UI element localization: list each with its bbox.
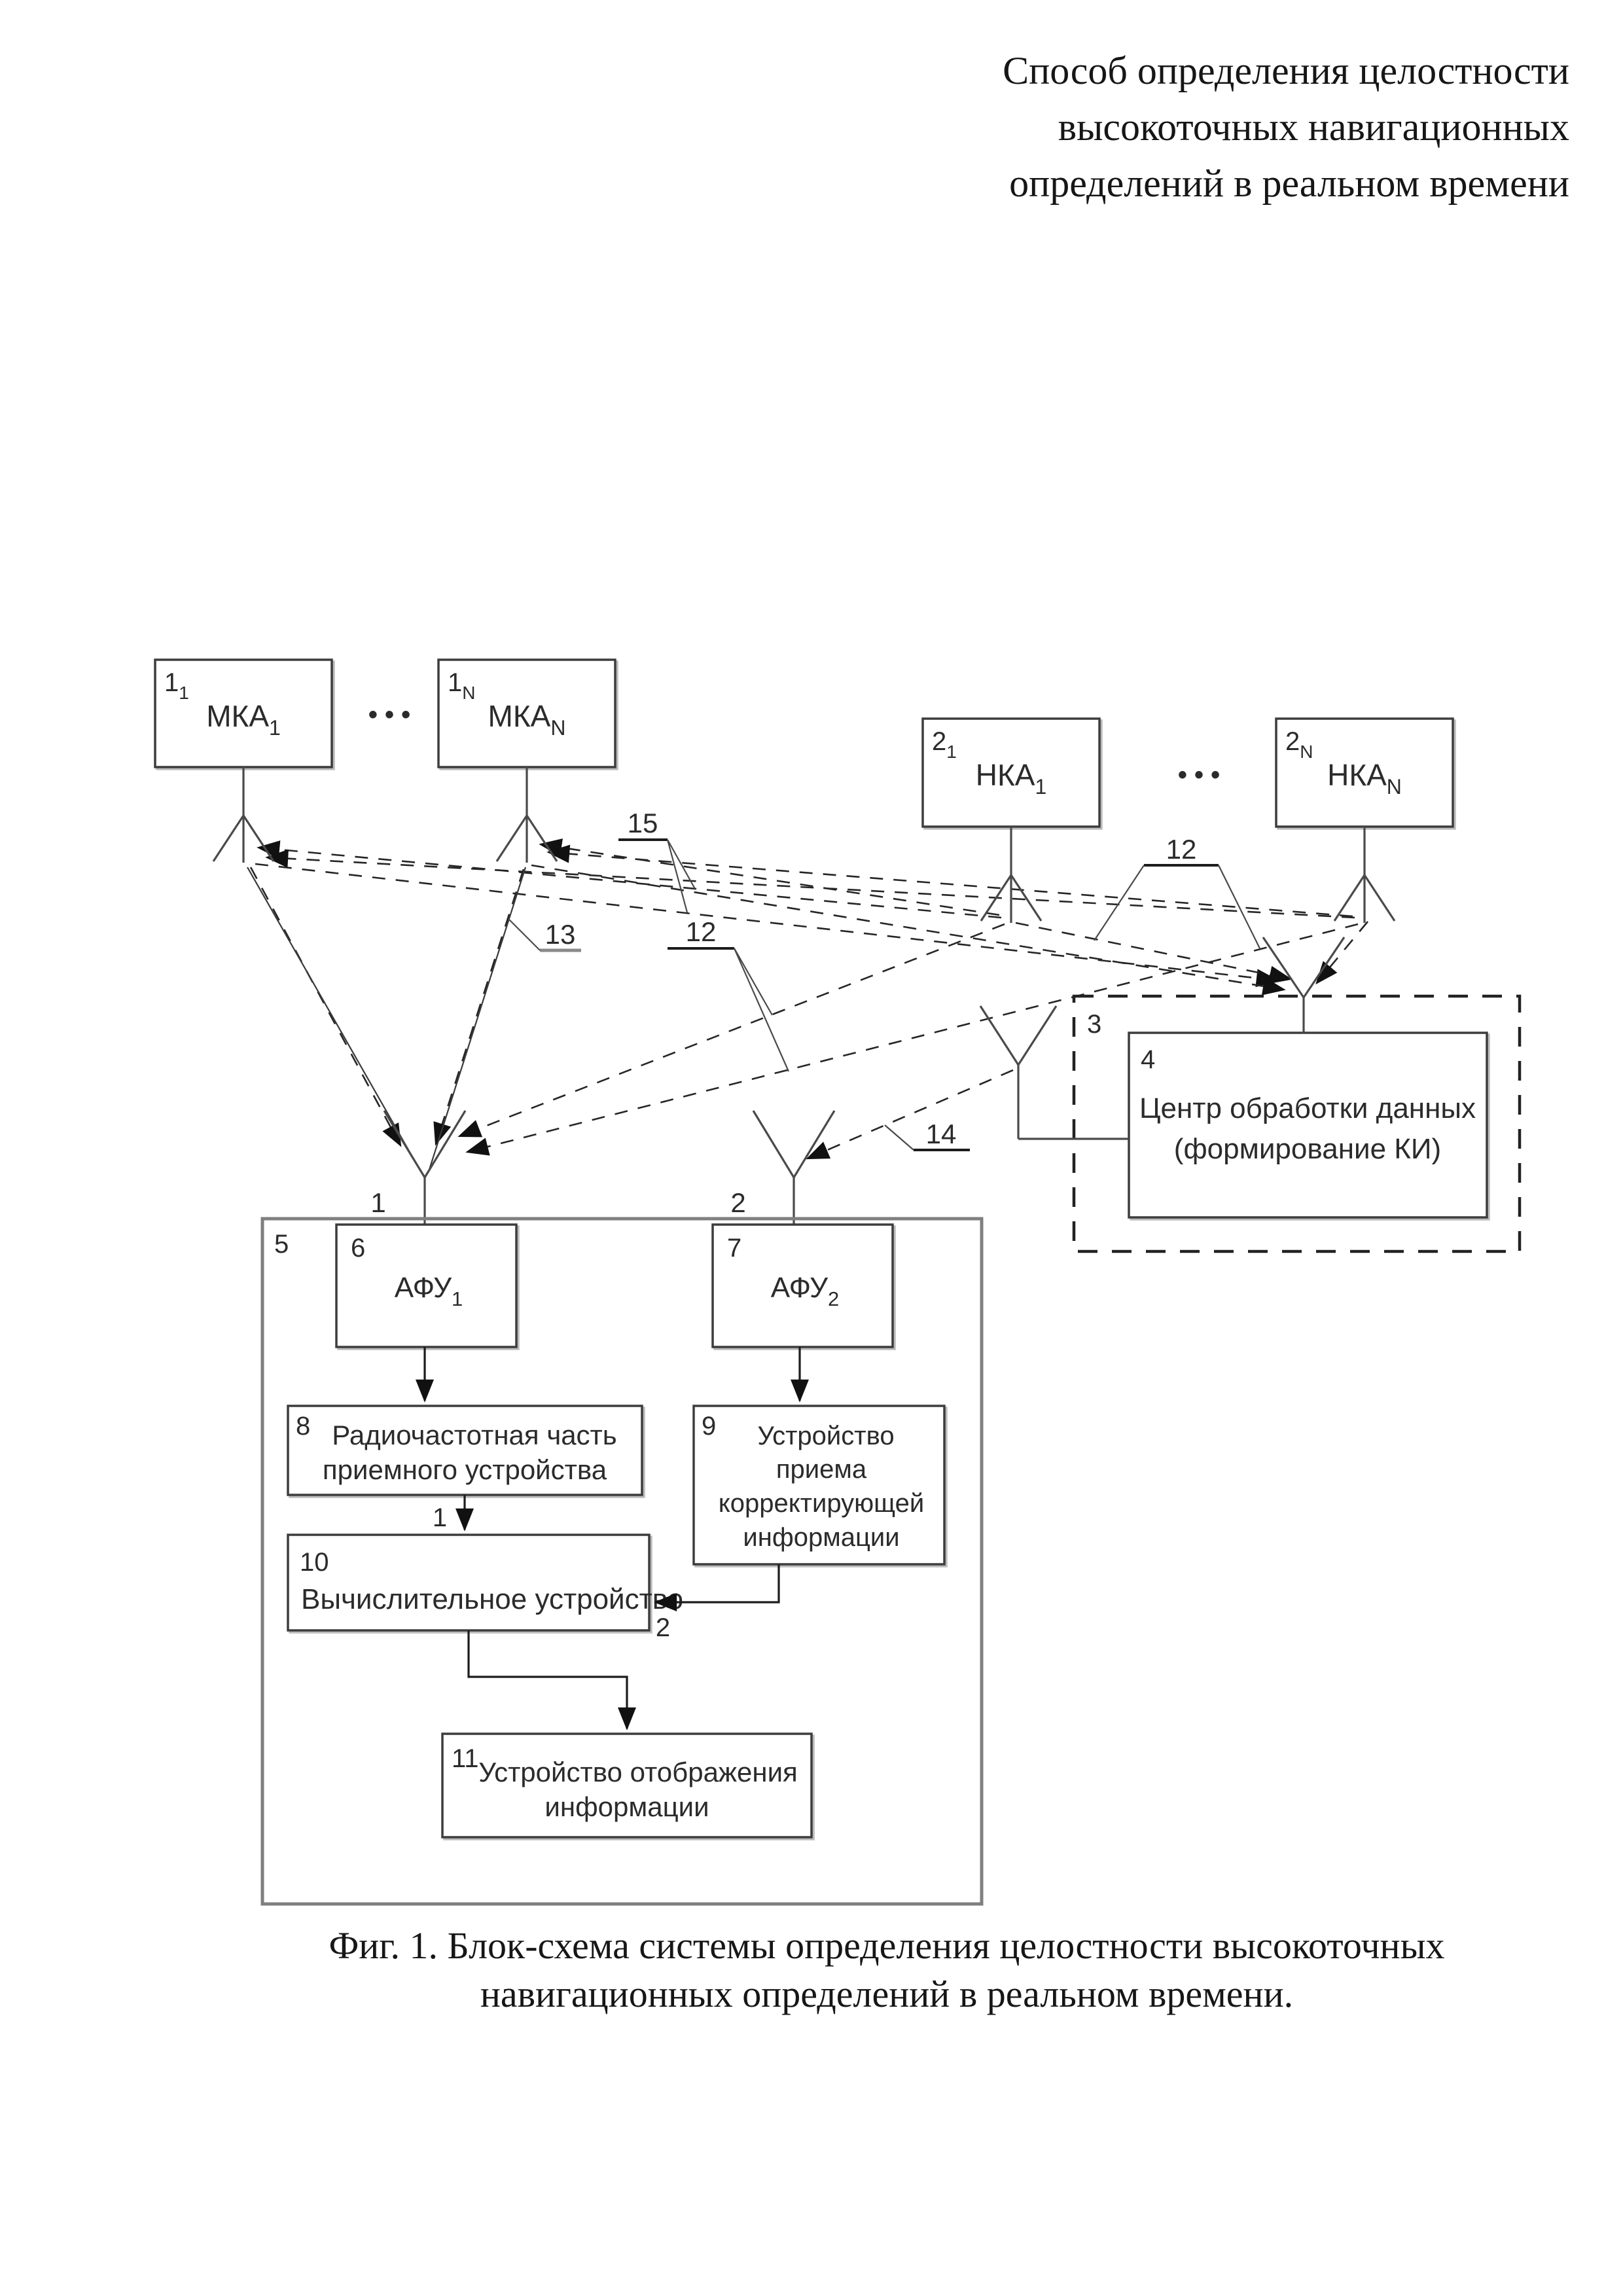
corr-receiver-line3: корректирующей (718, 1489, 925, 1518)
label-13: 13 (544, 919, 576, 950)
afu1-ref: 6 (351, 1234, 366, 1263)
signal-nkaN-to-center (1317, 922, 1368, 983)
display-line1: Устройство отображения (478, 1757, 798, 1787)
range-line-mka1-receiver1 (247, 867, 421, 1172)
corr-receiver-line1: Устройство (757, 1422, 895, 1450)
label-12-left: 12 (685, 916, 717, 947)
arrow-rf-to-computer-label: 1 (432, 1503, 448, 1532)
page-title (1003, 49, 1569, 205)
center-label-line2: (формирование КИ) (1173, 1133, 1442, 1165)
nka1-antenna-icon (981, 827, 1041, 923)
block-mkaN (438, 660, 615, 767)
mka1-ref: $1_1$ (164, 668, 189, 703)
block-rf-part (288, 1406, 642, 1495)
signal-mkaN-to-receiver1 (436, 869, 524, 1144)
rf-part-ref: 8 (296, 1412, 311, 1441)
arrow-computer-to-display (469, 1630, 627, 1729)
signal-nka1-to-center (1016, 923, 1291, 979)
nkaN-antenna-icon (1334, 827, 1395, 923)
afu2-label: $АФУ_2$ (770, 1272, 840, 1310)
nkaN-label: $НКА_N$ (1327, 758, 1402, 798)
block-processing-center (980, 937, 1520, 1251)
corr-receiver-line2: приема (776, 1455, 867, 1484)
afu2-ref: 7 (727, 1234, 742, 1263)
range-line-mkaN-receiver1 (429, 867, 526, 1172)
rf-part-line1: Радиочастотная часть (332, 1420, 617, 1450)
block-mka1 (155, 660, 332, 767)
callout-15 (618, 808, 695, 912)
block-nkaN (1276, 719, 1453, 827)
center-label-line1: Центр обработки данных (1139, 1092, 1476, 1124)
nka1-ref: $2_1$ (932, 727, 957, 762)
block-nka1 (923, 719, 1099, 827)
label-14: 14 (925, 1119, 957, 1149)
computer-ref: 10 (300, 1548, 329, 1577)
signal-nka1-to-receiver1 (459, 924, 1005, 1136)
mkaN-label: $МКА_N$ (488, 699, 566, 740)
nkaN-ref: $2_N$ (1285, 727, 1313, 762)
nka-ellipsis: • • • (1177, 761, 1221, 789)
title-line-2: высокоточных навигационных (1058, 105, 1569, 149)
block-display (442, 1734, 812, 1837)
callout-13 (508, 919, 581, 950)
label-12-right: 12 (1166, 834, 1197, 865)
label-15: 15 (627, 808, 658, 838)
corr-receiver-line4: информации (743, 1523, 900, 1552)
computer-label: Вычислительное устройство (301, 1583, 684, 1615)
display-ref: 11 (452, 1744, 479, 1773)
callout-12-right (1094, 834, 1260, 948)
display-line2: информации (544, 1791, 709, 1822)
block-afu2 (713, 1225, 893, 1347)
computer-box (288, 1535, 649, 1630)
receiver-unit-ref: 5 (274, 1230, 289, 1259)
block-computer (288, 1535, 683, 1630)
caption-line-1: Фиг. 1. Блок-схема системы определения целостности высокоточных (329, 1924, 1445, 1967)
callout-14 (885, 1119, 970, 1150)
title-line-1: Способ определения целостности (1003, 49, 1569, 92)
mkaN-antenna-icon (497, 767, 557, 863)
block-receiver-unit (262, 1219, 982, 1904)
mka-ellipsis: • • • (368, 700, 411, 729)
signal-mka1-to-receiver1 (251, 867, 401, 1145)
receiver2-antenna-icon (753, 1111, 834, 1225)
caption-line-2: навигационных определений в реальном времени. (480, 1973, 1294, 2015)
block-afu1 (336, 1225, 516, 1347)
rf-part-line2: приемного устройства (322, 1454, 607, 1485)
center-tx-antenna-icon (980, 1006, 1129, 1139)
afu1-label: $АФУ_1$ (394, 1272, 463, 1310)
figure-caption (329, 1924, 1444, 2015)
mka1-antenna-icon (213, 767, 274, 863)
block-corr-receiver (694, 1406, 944, 1564)
antenna2-label: 2 (730, 1187, 746, 1218)
title-line-3: определений в реальном времени (1009, 162, 1569, 205)
mka1-label: $МКА_1$ (206, 699, 281, 740)
center-rx-antenna-icon (1263, 937, 1344, 1033)
signal-center-to-receiver2 (808, 1070, 1013, 1158)
nka1-label: $НКА_1$ (975, 758, 1047, 798)
corr-receiver-ref: 9 (702, 1412, 717, 1441)
center-box (1129, 1033, 1487, 1217)
center-ref: 4 (1141, 1045, 1156, 1074)
mkaN-ref: $1_N$ (448, 668, 476, 703)
antenna1-label: 1 (370, 1187, 386, 1218)
arrow-corr-to-computer-label: 2 (655, 1613, 671, 1642)
center-outer-ref: 3 (1087, 1010, 1102, 1039)
